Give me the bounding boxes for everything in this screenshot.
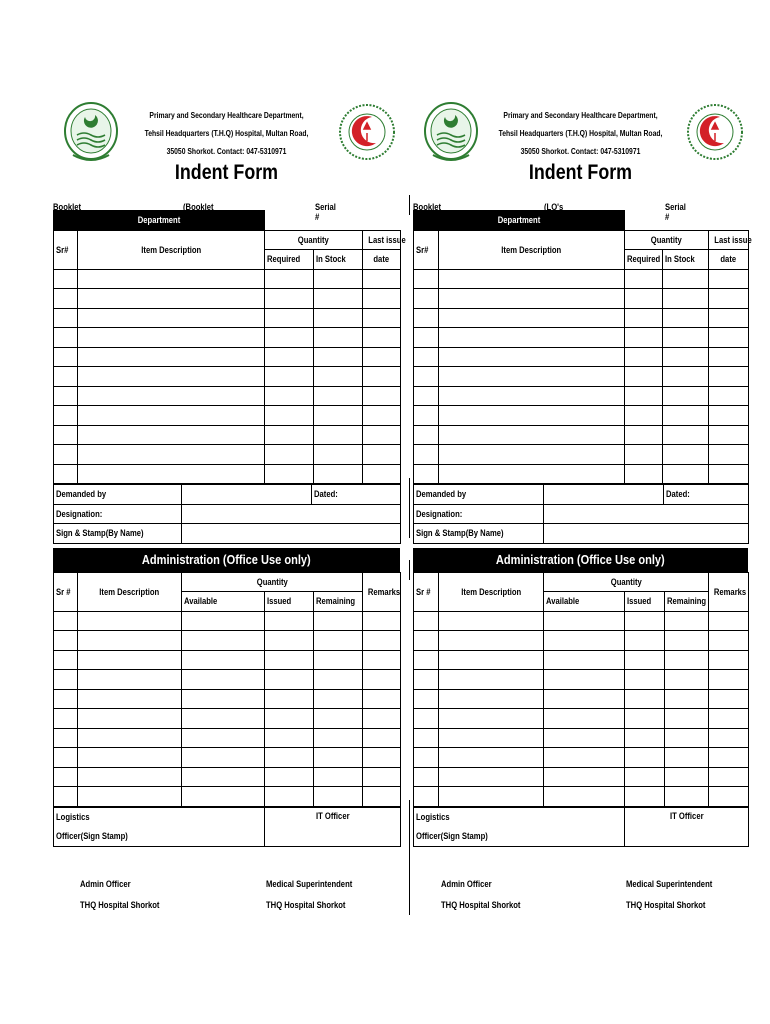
table-row[interactable] bbox=[54, 328, 401, 348]
admin-section-title: Administration (Office Use only) bbox=[53, 548, 400, 572]
table-row[interactable] bbox=[54, 728, 401, 748]
logistics-officer-field[interactable]: Logistics Officer(Sign Stamp) bbox=[414, 807, 625, 846]
table-row[interactable] bbox=[54, 709, 401, 729]
admin-officer-signature: Admin Officer THQ Hospital Shorkot bbox=[80, 879, 160, 910]
admin-sr-header: Sr # bbox=[54, 572, 78, 611]
table-row[interactable] bbox=[414, 367, 749, 387]
header-line-3: 35050 Shorkot. Contact: 047-5310971 bbox=[166, 147, 287, 156]
admin-quantity-header: Quantity bbox=[182, 572, 363, 592]
form-title: Indent Form bbox=[174, 161, 279, 184]
form-header bbox=[53, 95, 400, 190]
admin-section-title: Administration (Office Use only) bbox=[413, 548, 748, 572]
department-address bbox=[483, 107, 678, 161]
required-header: Required bbox=[265, 250, 314, 270]
copy-divider bbox=[409, 560, 410, 580]
item-description-header: Item Description bbox=[439, 230, 625, 269]
it-officer-field[interactable]: IT Officer bbox=[625, 807, 749, 846]
indent-form-lo-copy bbox=[413, 95, 752, 847]
table-row[interactable] bbox=[414, 308, 749, 328]
available-header: Available bbox=[182, 592, 265, 612]
header-line-3: 35050 Shorkot. Contact: 047-5310971 bbox=[520, 147, 641, 156]
booklet-meta: Booklet # (LO's Copy) Serial # bbox=[413, 202, 686, 222]
date-header: date bbox=[709, 250, 749, 270]
last-issue-header: Last issue bbox=[363, 230, 401, 250]
table-row[interactable] bbox=[54, 445, 401, 465]
admin-sign-block bbox=[53, 807, 401, 847]
indent-table bbox=[413, 210, 752, 484]
header-line-2: Tehsil Headquarters (T.H.Q) Hospital, Multan Road, bbox=[144, 129, 309, 138]
table-row[interactable] bbox=[414, 269, 749, 289]
health-department-seal-icon bbox=[338, 103, 396, 161]
remaining-header: Remaining bbox=[665, 592, 709, 612]
issued-header: Issued bbox=[265, 592, 314, 612]
table-row[interactable] bbox=[414, 787, 749, 807]
table-row[interactable] bbox=[54, 308, 401, 328]
table-row[interactable] bbox=[414, 347, 749, 367]
form-header bbox=[413, 95, 748, 190]
health-department-seal-icon bbox=[686, 103, 744, 161]
punjab-emblem-icon bbox=[423, 101, 479, 165]
demanded-by-label: Demanded by bbox=[54, 485, 182, 505]
department-address bbox=[123, 107, 330, 161]
remaining-header: Remaining bbox=[314, 592, 363, 612]
copy-divider bbox=[409, 478, 410, 538]
dated-field[interactable]: Dated: bbox=[312, 485, 401, 505]
header-line-2: Tehsil Headquarters (T.H.Q) Hospital, Multan Road, bbox=[498, 129, 663, 138]
table-row[interactable] bbox=[54, 689, 401, 709]
dated-field[interactable]: Dated: bbox=[664, 485, 749, 505]
table-row[interactable] bbox=[54, 464, 401, 484]
in-stock-header: In Stock bbox=[314, 250, 363, 270]
demanded-by-field[interactable] bbox=[544, 485, 664, 505]
copy-divider bbox=[409, 195, 410, 215]
sr-header: Sr# bbox=[54, 230, 78, 269]
table-row[interactable] bbox=[54, 289, 401, 309]
admin-officer-signature: Admin Officer THQ Hospital Shorkot bbox=[441, 879, 521, 910]
required-header: Required bbox=[625, 250, 663, 270]
designation-field[interactable] bbox=[544, 504, 749, 524]
demand-fields bbox=[413, 484, 749, 544]
medical-superintendent-signature: Medical Superintendent THQ Hospital Shorkot bbox=[626, 879, 713, 910]
header-line-1: Primary and Secondary Healthcare Department, bbox=[503, 111, 658, 120]
demanded-by-field[interactable] bbox=[182, 485, 312, 505]
admin-item-description-header: Item Description bbox=[78, 572, 182, 611]
indent-form-booklet-copy bbox=[53, 95, 406, 847]
table-row[interactable] bbox=[414, 767, 749, 787]
table-row[interactable] bbox=[54, 650, 401, 670]
admin-sign-block bbox=[413, 807, 749, 847]
table-row[interactable] bbox=[414, 650, 749, 670]
table-row[interactable] bbox=[54, 386, 401, 406]
table-row[interactable] bbox=[414, 406, 749, 426]
quantity-header: Quantity bbox=[625, 230, 709, 250]
booklet-meta: Booklet # (Booklet Copy) Serial # bbox=[53, 202, 336, 222]
item-description-header: Item Description bbox=[78, 230, 265, 269]
available-header: Available bbox=[544, 592, 625, 612]
designation-field[interactable] bbox=[182, 504, 401, 524]
remarks-header: Remarks bbox=[709, 572, 749, 611]
table-row[interactable] bbox=[414, 289, 749, 309]
quantity-header: Quantity bbox=[265, 230, 363, 250]
table-row[interactable] bbox=[54, 670, 401, 690]
table-row[interactable] bbox=[414, 445, 749, 465]
issued-header: Issued bbox=[625, 592, 665, 612]
table-row[interactable] bbox=[54, 406, 401, 426]
table-row[interactable] bbox=[414, 689, 749, 709]
it-officer-field[interactable]: IT Officer bbox=[265, 807, 401, 846]
table-row[interactable] bbox=[54, 748, 401, 768]
table-row[interactable] bbox=[414, 464, 749, 484]
designation-label: Designation: bbox=[414, 504, 544, 524]
in-stock-header: In Stock bbox=[663, 250, 709, 270]
sign-stamp-label: Sign & Stamp(By Name) bbox=[54, 524, 182, 544]
demanded-by-label: Demanded by bbox=[414, 485, 544, 505]
header-line-1: Primary and Secondary Healthcare Department, bbox=[149, 111, 304, 120]
admin-table bbox=[53, 572, 401, 807]
table-row[interactable] bbox=[414, 631, 749, 651]
indent-table bbox=[53, 210, 406, 484]
sign-stamp-field[interactable] bbox=[544, 524, 749, 544]
table-row[interactable] bbox=[414, 425, 749, 445]
table-row[interactable] bbox=[54, 767, 401, 787]
admin-table bbox=[413, 572, 749, 807]
admin-item-description-header: Item Description bbox=[439, 572, 544, 611]
admin-quantity-header: Quantity bbox=[544, 572, 709, 592]
table-row[interactable] bbox=[54, 347, 401, 367]
department-header: Department bbox=[414, 211, 625, 231]
table-row[interactable] bbox=[54, 611, 401, 631]
table-row[interactable] bbox=[54, 787, 401, 807]
table-row[interactable] bbox=[54, 367, 401, 387]
table-row[interactable] bbox=[414, 328, 749, 348]
form-title: Indent Form bbox=[528, 161, 633, 184]
table-row[interactable] bbox=[54, 631, 401, 651]
designation-label: Designation: bbox=[54, 504, 182, 524]
table-row[interactable] bbox=[414, 728, 749, 748]
department-header: Department bbox=[54, 211, 265, 231]
table-row[interactable] bbox=[414, 670, 749, 690]
medical-superintendent-signature: Medical Superintendent THQ Hospital Shorkot bbox=[266, 879, 353, 910]
sign-stamp-label: Sign & Stamp(By Name) bbox=[414, 524, 544, 544]
table-row[interactable] bbox=[54, 269, 401, 289]
table-row[interactable] bbox=[414, 386, 749, 406]
admin-sr-header: Sr # bbox=[414, 572, 439, 611]
remarks-header: Remarks bbox=[363, 572, 401, 611]
sign-stamp-field[interactable] bbox=[182, 524, 401, 544]
table-row[interactable] bbox=[54, 425, 401, 445]
copy-divider bbox=[409, 800, 410, 915]
table-row[interactable] bbox=[414, 709, 749, 729]
demand-fields bbox=[53, 484, 401, 544]
table-row[interactable] bbox=[414, 748, 749, 768]
date-header: date bbox=[363, 250, 401, 270]
sr-header: Sr# bbox=[414, 230, 439, 269]
logistics-officer-field[interactable]: Logistics Officer(Sign Stamp) bbox=[54, 807, 265, 846]
table-row[interactable] bbox=[414, 611, 749, 631]
last-issue-header: Last issue bbox=[709, 230, 749, 250]
punjab-emblem-icon bbox=[63, 101, 119, 165]
